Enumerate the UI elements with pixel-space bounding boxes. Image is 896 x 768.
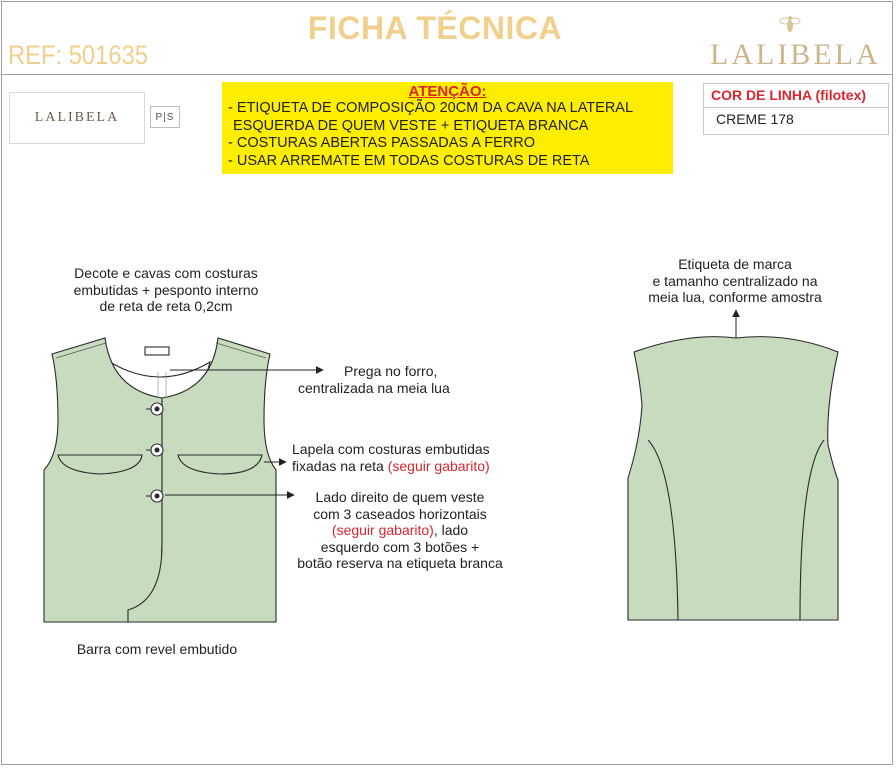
note-line: esquerdo com 3 botões + [320, 538, 480, 555]
vest-front-drawing [44, 338, 276, 622]
note-line: Lado direito de quem veste [315, 489, 485, 505]
attention-heading: ATENÇÃO: [408, 83, 487, 100]
vest-front-neck-label [145, 347, 169, 355]
pleat-note [298, 363, 450, 396]
note-line: embutidas + pesponto interno [73, 281, 259, 298]
reference-code: REF: 501635 [8, 40, 149, 70]
thread-color-value: CREME 178 [716, 111, 794, 127]
note-line: meia lua, conforme amostra [648, 289, 822, 305]
note-line: botão reserva na etiqueta branca [297, 555, 503, 571]
vest-back-drawing [628, 337, 838, 620]
note-line: de reta de reta 0,2cm [99, 298, 233, 314]
note-line: centralizada na meia lua [298, 379, 450, 396]
page-title: FICHA TÉCNICA [307, 10, 563, 46]
flap-note [292, 441, 490, 474]
label-note [630, 256, 840, 306]
hem-note [62, 641, 252, 658]
note-line: com 3 caseados horizontais [313, 505, 487, 522]
attention-line: - ETIQUETA DE COMPOSIÇÃO 20CM DA CAVA NA LATERAL [228, 100, 634, 116]
attention-line: - USAR ARREMATE EM TODAS COSTURAS DE RETA [228, 152, 590, 169]
vest-back-body [628, 337, 838, 620]
brand-wordmark: LALIBELA [710, 38, 881, 71]
note-line: Etiqueta de marca [678, 256, 792, 272]
attention-line: ESQUERDA DE QUEM VESTE + ETIQUETA BRANCA [233, 117, 589, 134]
buttons-note [278, 489, 522, 572]
note-line: Barra com revel embutido [76, 641, 238, 657]
note-line: fixadas na reta [292, 457, 388, 474]
note-line: e tamanho centralizado na [652, 272, 818, 289]
ps-tag-text: P|S [155, 111, 175, 123]
note-highlight: (seguir gabarito) [387, 457, 490, 474]
note-line: Decote e cavas com costuras [74, 265, 258, 281]
attention-line: - COSTURAS ABERTAS PASSADAS A FERRO [228, 135, 535, 152]
logo-brand-text: LALIBELA [34, 110, 120, 125]
note-line: Prega no forro, [344, 363, 438, 379]
neckline-note [48, 265, 284, 315]
thread-color-label: COR DE LINHA (filotex) [711, 87, 867, 103]
note-line: , lado [433, 522, 469, 538]
note-highlight: (seguir gabarito) [331, 522, 434, 538]
note-line: Lapela com costuras embutidas [292, 441, 490, 457]
